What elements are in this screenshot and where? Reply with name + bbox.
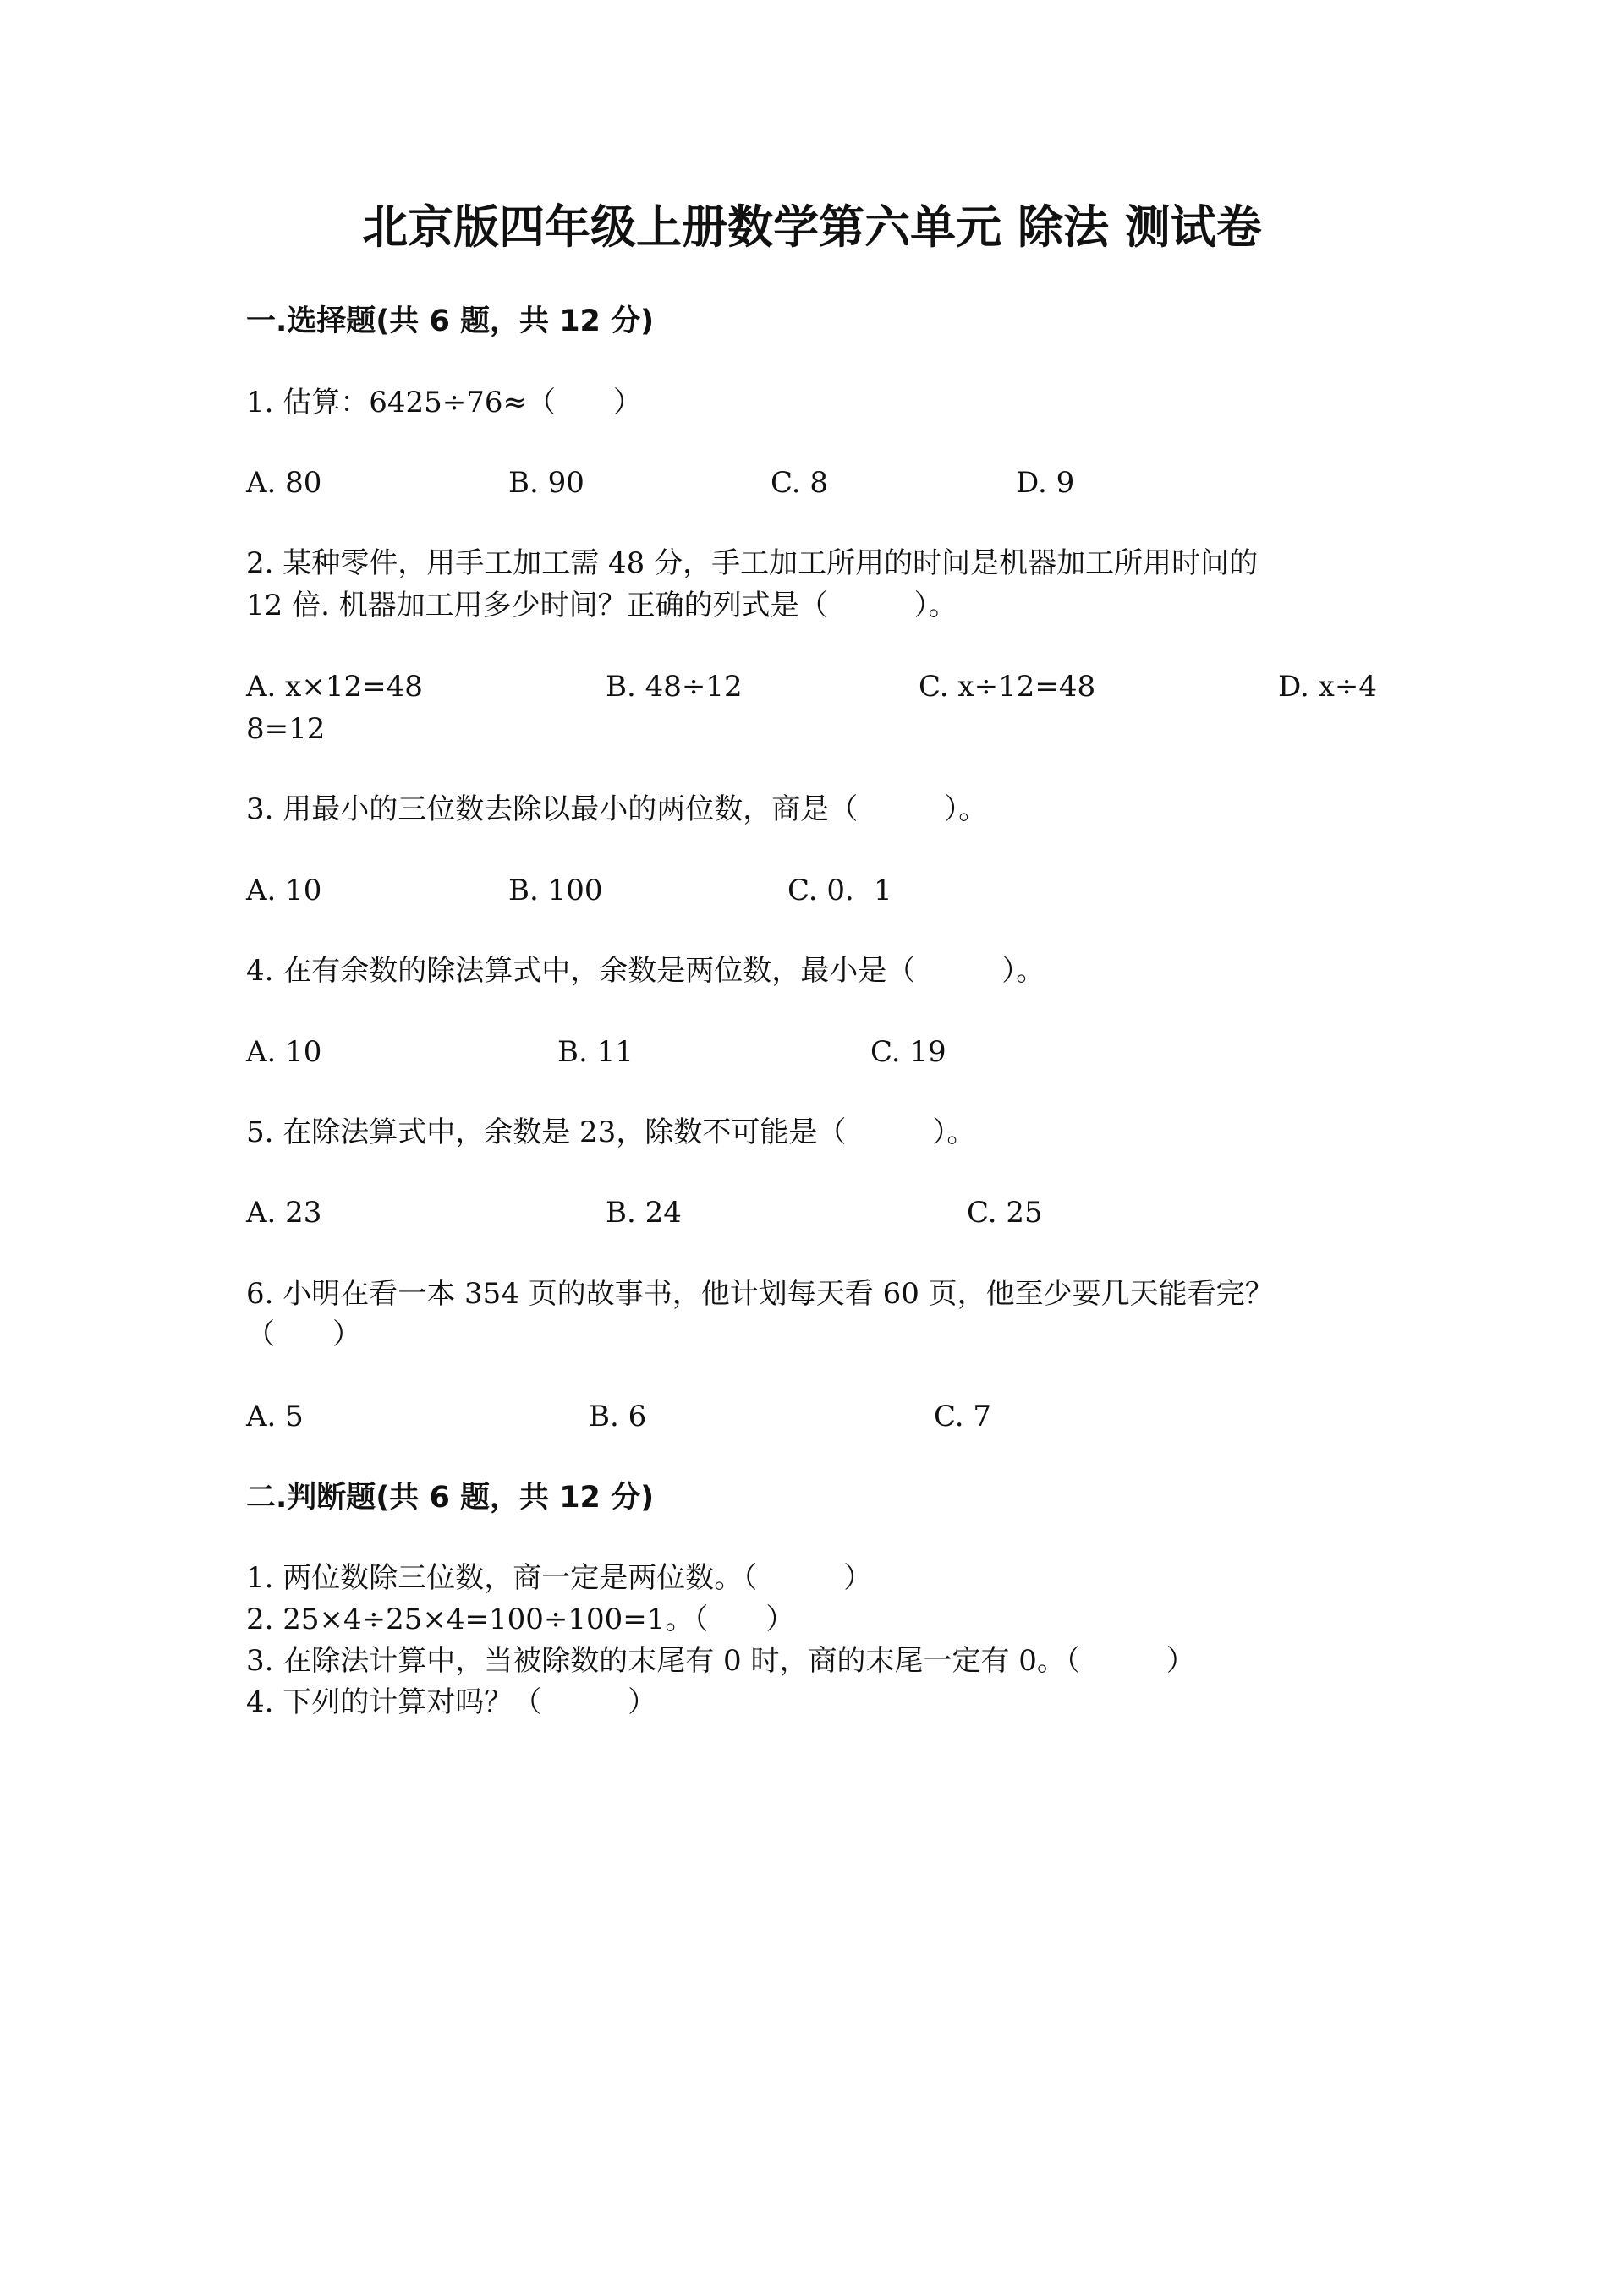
judgement-2: 2. 25×4÷25×4=100÷100=1。（ ） xyxy=(246,1603,795,1636)
question-1-stem: 1. 估算：6425÷76≈（ ） xyxy=(246,386,643,419)
question-2-option-d: D. x÷4 xyxy=(1278,670,1377,704)
question-2-option-d-overflow: 8=12 xyxy=(246,712,326,746)
question-2-option-c: C. x÷12=48 xyxy=(919,670,1096,704)
question-3-option-a: A. 10 xyxy=(246,874,322,907)
question-6-stem-line-2: （ ） xyxy=(246,1318,361,1351)
question-6-option-c: C. 7 xyxy=(934,1400,992,1433)
question-2-stem-line-2: 12 倍. 机器加工用多少时间？正确的列式是（ ）。 xyxy=(246,589,957,622)
question-1-option-d: D. 9 xyxy=(1016,466,1075,500)
question-2-stem-line-1: 2. 某种零件，用手工加工需 48 分，手工加工所用的时间是机器加工所用时间的 xyxy=(246,546,1259,580)
question-2-option-b: B. 48÷12 xyxy=(606,670,743,704)
question-1-option-a: A. 80 xyxy=(246,466,322,500)
question-4-option-c: C. 19 xyxy=(870,1035,946,1069)
section-heading-choice: 一.选择题(共 6 题，共 12 分) xyxy=(246,304,655,338)
question-6-stem-line-1: 6. 小明在看一本 354 页的故事书，他计划每天看 60 页，他至少要几天能看完？ xyxy=(246,1277,1274,1311)
question-1-option-b: B. 90 xyxy=(508,466,584,500)
judgement-4: 4. 下列的计算对吗？（ ） xyxy=(246,1685,657,1719)
question-3-stem: 3. 用最小的三位数去除以最小的两位数，商是（ ）。 xyxy=(246,792,988,826)
question-6-option-a: A. 5 xyxy=(246,1400,304,1433)
question-4-option-b: B. 11 xyxy=(557,1035,634,1069)
judgement-3: 3. 在除法计算中，当被除数的末尾有 0 时，商的末尾一定有 0。（ ） xyxy=(246,1644,1195,1678)
question-1-option-c: C. 8 xyxy=(771,466,829,500)
question-4-option-a: A. 10 xyxy=(246,1035,322,1069)
question-4-stem: 4. 在有余数的除法算式中，余数是两位数，最小是（ ）。 xyxy=(246,954,1045,988)
question-3-option-b: B. 100 xyxy=(508,874,603,907)
question-5-option-b: B. 24 xyxy=(606,1196,682,1230)
question-2-option-a: A. x×12=48 xyxy=(246,670,423,704)
question-5-stem: 5. 在除法算式中，余数是 23，除数不可能是（ ）。 xyxy=(246,1115,976,1149)
question-6-option-b: B. 6 xyxy=(589,1400,647,1433)
question-5-option-c: C. 25 xyxy=(967,1196,1043,1230)
question-3-option-c: C. 0．1 xyxy=(787,874,892,907)
page-title: 北京版四年级上册数学第六单元 除法 测试卷 xyxy=(362,200,1262,254)
section-heading-judgement: 二.判断题(共 6 题，共 12 分) xyxy=(246,1481,655,1515)
question-5-option-a: A. 23 xyxy=(246,1196,322,1230)
judgement-1: 1. 两位数除三位数，商一定是两位数。（ ） xyxy=(246,1561,873,1595)
